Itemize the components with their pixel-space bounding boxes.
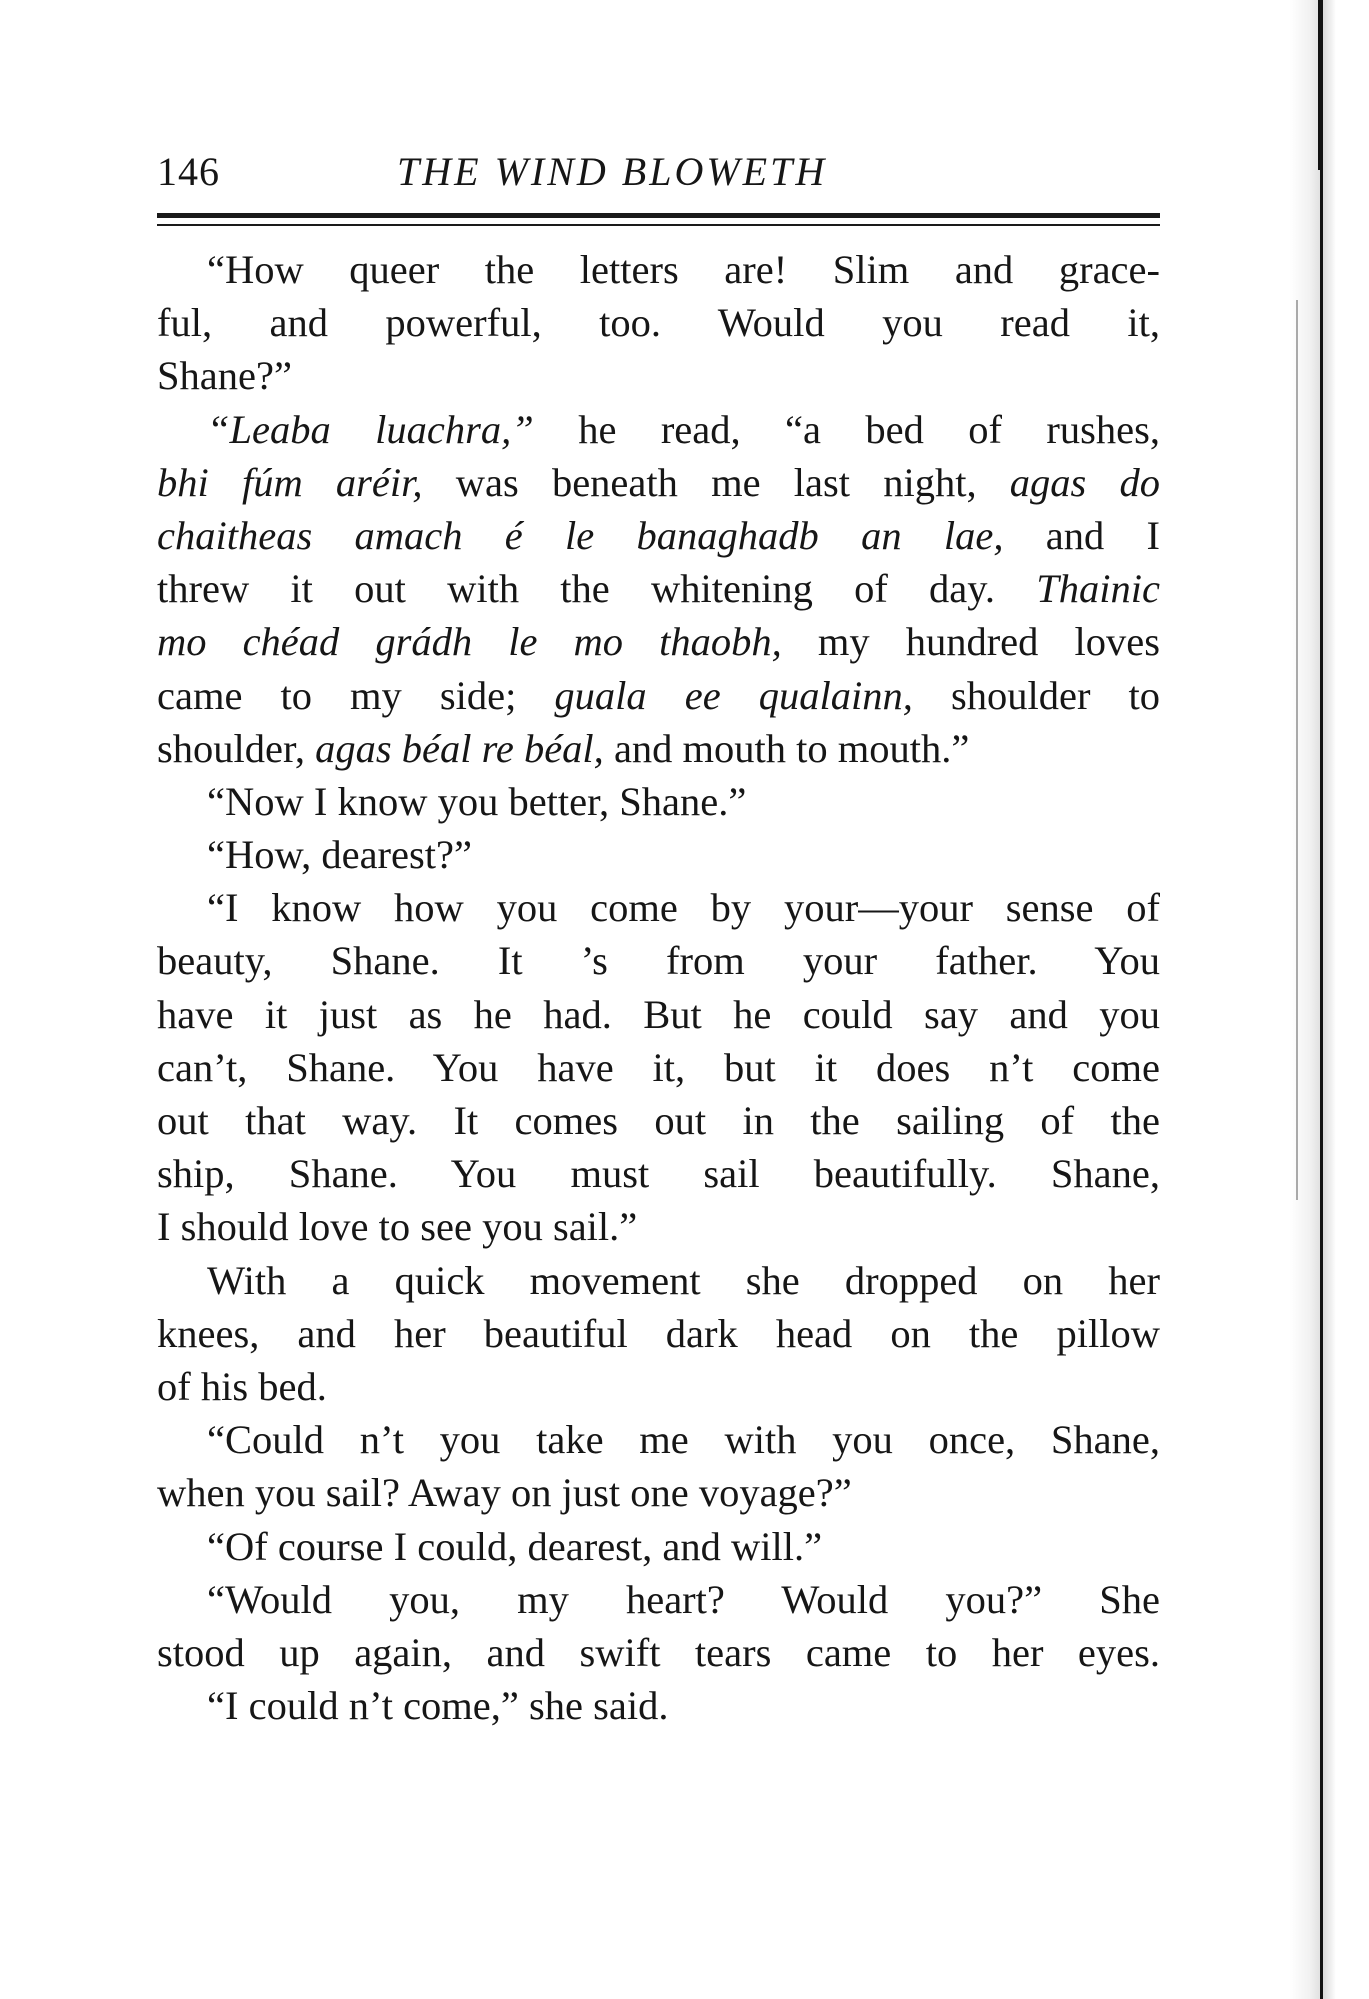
text-line [157, 1360, 1160, 1413]
italic-text: chaitheas amach é le banaghadb an lae, [157, 512, 1004, 558]
running-title: THE WIND BLOWETH [397, 149, 828, 194]
text-line [157, 881, 1160, 934]
text-line [157, 669, 1160, 722]
text-line [157, 1626, 1160, 1679]
text-run: threw it out with the whitening of day. [157, 566, 1037, 612]
header-rule-thick [157, 213, 1160, 218]
text-run: came to my side; [157, 672, 555, 718]
text-run: stood up again, and swift tears came to her eyes. [157, 1629, 1160, 1675]
italic-text: agas béal re béal, [315, 725, 604, 771]
text-line [157, 1041, 1160, 1094]
italic-text: “Leaba luachra,” [207, 406, 534, 452]
page-edge-line [1320, 170, 1323, 1999]
text-run: was beneath me last night, [422, 459, 1010, 505]
page-edge-line [1318, 0, 1323, 170]
text-line [157, 828, 1160, 881]
text-run: I should love to see you sail.” [157, 1204, 638, 1250]
text-line [157, 934, 1160, 987]
text-run: and I [1003, 512, 1161, 558]
page-number: 146 [157, 149, 220, 194]
text-run: of his bed. [157, 1363, 327, 1409]
text-run: my hundred loves [781, 619, 1160, 665]
body-text [157, 243, 1160, 1732]
text-run: shoulder to [912, 672, 1160, 718]
text-line [157, 1413, 1160, 1466]
italic-text: guala ee qualainn, [554, 672, 913, 718]
italic-text: agas do [1009, 459, 1160, 505]
text-run: out that way. It comes out in the sailing of the [157, 1098, 1160, 1143]
text-run: beauty, Shane. It ’s from your father. You [157, 938, 1160, 984]
text-run: knees, and her beautiful dark head on the pillow [157, 1310, 1160, 1356]
text-line [157, 615, 1160, 668]
text-line [157, 722, 1160, 775]
page-header [157, 148, 1157, 208]
text-line [157, 988, 1160, 1041]
italic-text: mo chéad grádh le mo thaobh, [157, 619, 782, 665]
header-rule-thin [157, 224, 1160, 226]
text-run: “Could n’t you take me with you once, Shane, [207, 1417, 1160, 1463]
text-run: “How, dearest?” [207, 832, 472, 878]
text-line [157, 1573, 1160, 1626]
text-line [157, 349, 1160, 402]
text-run: “I could n’t come,” she said. [207, 1683, 669, 1729]
page-edge-line [1296, 300, 1298, 1200]
page-edge-shadow [1290, 0, 1369, 1999]
text-run: “Would you, my heart? Would you?” She [207, 1576, 1160, 1622]
text-run: can’t, Shane. You have it, but it does n’t come [157, 1044, 1160, 1090]
text-line [157, 1520, 1160, 1573]
text-run: “Now I know you better, Shane.” [207, 778, 747, 824]
text-run: he read, “a bed of rushes, [533, 406, 1160, 452]
text-line [157, 456, 1160, 509]
text-run: “I know how you come by your—your sense of [207, 885, 1160, 931]
text-line [157, 1200, 1160, 1253]
text-line [157, 243, 1160, 296]
text-line [157, 1466, 1160, 1519]
text-line [157, 562, 1160, 615]
text-run: when you sail? Away on just one voyage?” [157, 1470, 852, 1516]
italic-text: bhi fúm aréir, [157, 459, 423, 505]
text-line [157, 1147, 1160, 1200]
text-run: With a quick movement she dropped on her [207, 1257, 1160, 1303]
text-run: ful, and powerful, too. Would you read it, [157, 300, 1160, 346]
text-line [157, 1679, 1160, 1732]
text-line [157, 775, 1160, 828]
text-run: shoulder, [157, 725, 316, 771]
text-line [157, 296, 1160, 349]
text-run: have it just as he had. But he could say and you [157, 991, 1160, 1037]
text-run: and mouth to mouth.” [603, 725, 970, 771]
text-line [157, 403, 1160, 456]
text-run: “How queer the letters are! Slim and grace- [207, 247, 1160, 292]
text-run: Shane?” [157, 353, 292, 399]
text-run: “Of course I could, dearest, and will.” [207, 1523, 823, 1569]
text-line [157, 509, 1160, 562]
text-line [157, 1307, 1160, 1360]
text-line [157, 1094, 1160, 1147]
text-line [157, 1254, 1160, 1307]
italic-text: Thainic [1036, 566, 1160, 612]
text-run: ship, Shane. You must sail beautifully. Shane, [157, 1151, 1160, 1197]
